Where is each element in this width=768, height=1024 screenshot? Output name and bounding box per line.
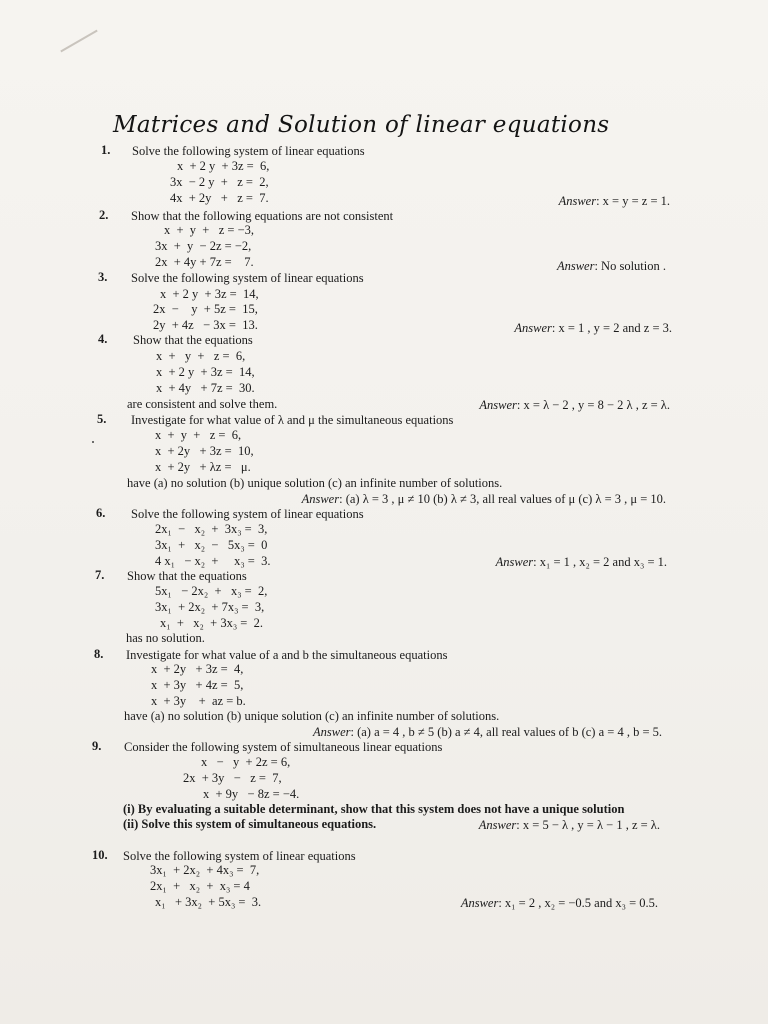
problem-number: 3. xyxy=(98,270,108,284)
problem-statement: Solve the following system of linear equations xyxy=(131,507,364,521)
problem-statement: Consider the following system of simultaneous linear equations xyxy=(124,740,443,754)
answer xyxy=(461,896,658,911)
equation: x + 3y + 4z = 5, xyxy=(151,678,244,692)
equation: 3x₁ + x₂ − 5x₃ = 0 xyxy=(155,538,268,552)
answer-label: Answer xyxy=(479,398,517,412)
equation: 4 x₁ − x₂ + x₃ = 3. xyxy=(155,554,271,568)
problem-number: 9. xyxy=(92,739,102,753)
equation: x + 2 y + 3z = 14, xyxy=(156,365,255,379)
answer xyxy=(313,725,662,740)
problem-statement: Show that the equations xyxy=(127,569,247,583)
answer-label: Answer xyxy=(478,818,517,832)
equation: x₁ + x₂ + 3x₃ = 2. xyxy=(160,616,263,630)
pen-mark xyxy=(60,30,97,53)
answer-label: Answer xyxy=(514,321,552,335)
equation: 2x₁ + x₂ + x₃ = 4 xyxy=(150,879,250,893)
equation: x + 2y + 3z = 4, xyxy=(151,662,244,676)
equation: 3x₁ + 2x₂ + 7x₃ = 3, xyxy=(155,600,265,614)
problem-number: 5. xyxy=(97,412,107,426)
answer xyxy=(514,321,672,336)
answer-text: : (a) λ = 3 , μ ≠ 10 (b) λ ≠ 3, all real values of μ (c) λ = 3 , μ = 10. xyxy=(339,492,666,506)
answer-label: Answer xyxy=(495,555,534,569)
equation: 5x₁ − 2x₂ + x₃ = 2, xyxy=(155,584,268,598)
answer-text: : No solution . xyxy=(594,259,666,273)
equation: 2x − y + 5z = 15, xyxy=(153,302,258,316)
answer-label: Answer xyxy=(301,492,340,506)
sub-question-ii: (ii) Solve this system of simultaneous equations. xyxy=(123,817,377,831)
equation: x + 2 y + 3z = 6, xyxy=(177,159,270,173)
problem-statement: Investigate for what value of λ and μ the simultaneous equations xyxy=(131,413,454,427)
answer-text: : x = λ − 2 , y = 8 − 2 λ , z = λ. xyxy=(516,398,670,412)
answer-text: : x = y = z = 1. xyxy=(596,194,670,208)
page-title: Matrices and Solution of linear equations xyxy=(113,112,610,138)
answer-label: Answer xyxy=(558,194,597,208)
equation: x + y + z = 6, xyxy=(156,349,246,363)
answer-text: : x = 5 − λ , y = λ − 1 , z = λ. xyxy=(516,818,660,832)
equation: x + 2y + λz = μ. xyxy=(155,460,251,474)
problem-number: 1. xyxy=(101,143,111,157)
answer-label: Answer xyxy=(556,259,595,273)
problem-followup: have (a) no solution (b) unique solution (c) an infinite number of solutions. xyxy=(124,709,500,723)
equation: 4x + 2y + z = 7. xyxy=(170,191,269,205)
equation: x + 2y + 3z = 10, xyxy=(155,444,254,458)
equation: 2x + 4y + 7z = 7. xyxy=(155,255,254,269)
problem-statement: Show that the equations xyxy=(133,333,253,347)
problem-number: 2. xyxy=(99,208,109,222)
answer xyxy=(479,818,660,833)
problem-statement: Solve the following system of linear equations xyxy=(123,849,356,863)
equation: 2x + 3y − z = 7, xyxy=(183,771,282,785)
answer-label: Answer xyxy=(312,725,351,739)
answer xyxy=(479,398,670,413)
problem-number: 8. xyxy=(94,647,104,661)
equation: 2y + 4z − 3x = 13. xyxy=(153,318,258,332)
problem-statement: Show that the following equations are not consistent xyxy=(131,209,394,223)
problem-number: 7. xyxy=(95,568,105,582)
sub-question-i: (i) By evaluating a suitable determinant, show that this system does not have a unique solution xyxy=(123,802,625,816)
answer-text: : (a) a = 4 , b ≠ 5 (b) a ≠ 4, all real values of b (c) a = 4 , b = 5. xyxy=(350,725,662,739)
answer-text: : x = 1 , y = 2 and z = 3. xyxy=(551,321,672,335)
equation: x + y + z = 6, xyxy=(155,428,242,442)
equation: x − y + 2z = 6, xyxy=(201,755,291,769)
answer-label: Answer xyxy=(460,896,499,910)
equation: x + 4y + 7z = 30. xyxy=(156,381,255,395)
problem-followup: are consistent and solve them. xyxy=(127,397,278,411)
answer xyxy=(496,555,667,570)
equation: x + 9y − 8z = −4. xyxy=(203,787,300,801)
equation: 3x + y − 2z = −2, xyxy=(155,239,252,253)
problem-statement: Solve the following system of linear equations xyxy=(131,271,364,285)
problem-followup: has no solution. xyxy=(126,631,205,645)
equation: x₁ + 3x₂ + 5x₃ = 3. xyxy=(155,895,262,909)
equation: 3x₁ + 2x₂ + 4x₃ = 7, xyxy=(150,863,260,877)
problem-statement: Investigate for what value of a and b the simultaneous equations xyxy=(126,648,448,662)
problem-number: 10. xyxy=(92,848,108,862)
equation: x + y + z = −3, xyxy=(164,223,254,237)
answer xyxy=(302,492,666,507)
answer-text: : x₁ = 2 , x₂ = −0.5 and x₃ = 0.5. xyxy=(498,896,658,910)
problem-followup: have (a) no solution (b) unique solution (c) an infinite number of solutions. xyxy=(127,476,503,490)
problem-number: 6. xyxy=(96,506,106,520)
answer xyxy=(557,259,666,274)
answer-text: : x₁ = 1 , x₂ = 2 and x₃ = 1. xyxy=(533,555,667,569)
problem-statement: Solve the following system of linear equations xyxy=(132,144,365,158)
problem-number: 4. xyxy=(98,332,108,346)
equation: 2x₁ − x₂ + 3x₃ = 3, xyxy=(155,522,268,536)
equation: x + 2 y + 3z = 14, xyxy=(160,287,259,301)
answer xyxy=(559,194,670,209)
equation: x + 3y + az = b. xyxy=(151,694,246,708)
stray-dot xyxy=(92,441,94,443)
equation: 3x − 2 y + z = 2, xyxy=(170,175,269,189)
